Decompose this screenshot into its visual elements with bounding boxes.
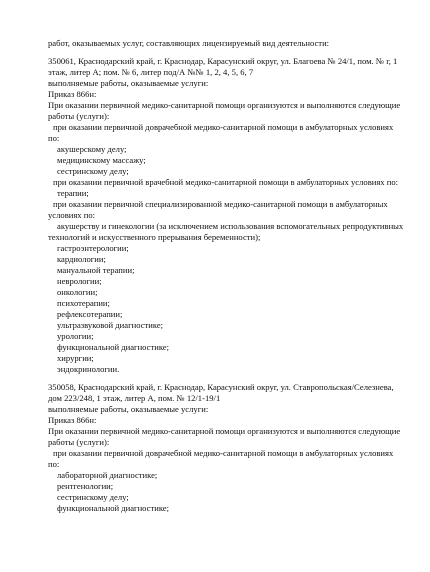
section-3-item: мануальной терапии; [57,265,135,275]
intro-line: работ, оказываемых услуг, составляющих лицензируемый вид деятельности: [48,38,330,48]
section-3-item: гастроэнтерологии; [57,243,129,253]
works-label-1: выполняемые работы, оказываемые услуги: [48,78,209,88]
order-1: Приказ 866н: [48,89,97,99]
section-3-item: эндокринологии. [57,364,120,374]
section-3-item-first-line-2: технологий и искусственного прерывания беременности); [48,232,261,242]
section-1-heading-line-1: при оказании первичной доврачебной медико-санитарной помощи в амбулаторных условиях [53,122,394,132]
section-4-item: лабораторной диагностике; [57,470,158,480]
address-2-line-2: дом 223/248, 1 этаж, литер А, пом. № 12/1-19/1 [48,393,221,403]
section-3-item: психотерапии; [57,298,110,308]
primary-care-2-line-1: При оказании первичной медико-санитарной помощи организуются и выполняются следующие [48,426,401,436]
works-label-2: выполняемые работы, оказываемые услуги: [48,404,209,414]
section-4-heading-line-1: при оказании первичной доврачебной медико-санитарной помощи в амбулаторных условиях [53,448,394,458]
section-1-item: сестринскому делу; [57,166,129,176]
section-3-item: хирургии; [57,353,94,363]
section-1-item: медицинскому массажу; [57,155,146,165]
section-3-item: ультразвуковой диагностике; [57,320,164,330]
section-4-heading-line-2: по: [48,459,60,469]
section-1-item: акушерскому делу; [57,144,127,154]
section-4-item: сестринскому делу; [57,492,129,502]
section-3-item-first-line-1: акушерству и гинекологии (за исключением использования вспомогательных репродуктивных [57,221,404,231]
address-1-line-2: этаж, литер А; пом. № 6, литер под/А №№ 1, 2, 4, 5, 6, 7 [48,67,254,77]
section-3-item: неврологии; [57,276,102,286]
primary-care-line-1: При оказании первичной медико-санитарной помощи организуются и выполняются следующие [48,100,401,110]
section-1-heading-line-2: по: [48,133,60,143]
address-2-line-1: 350058, Краснодарский край, г. Краснодар, Карасунский округ, ул. Ставропольская/Селезнева, [48,382,394,392]
primary-care-line-2: работы (услуги): [48,111,110,121]
address-1-line-1: 350061, Краснодарский край, г. Краснодар, Карасунский округ, ул. Благоева № 24/1, пом. № г, 1 [48,56,398,66]
section-4-item: функциональной диагностике; [57,503,170,513]
primary-care-2-line-2: работы (услуги): [48,437,110,447]
section-2-heading: при оказании первичной врачебной медико-санитарной помощи в амбулаторных условиях по: [53,177,399,187]
section-3-item: онкологии; [57,287,98,297]
section-3-heading-line-1: при оказании первичной специализированной медико-санитарной помощи в амбулаторных [53,199,388,209]
section-3-heading-line-2: условиях по: [48,210,96,220]
section-3-item: функциональной диагностике; [57,342,170,352]
section-3-item: рефлексотерапии; [57,309,123,319]
section-4-item: рентгенологии; [57,481,114,491]
section-3-item: кардиологии; [57,254,106,264]
order-2: Приказ 866н: [48,415,97,425]
section-2-item: терапии; [57,188,89,198]
section-3-item: урологии; [57,331,94,341]
